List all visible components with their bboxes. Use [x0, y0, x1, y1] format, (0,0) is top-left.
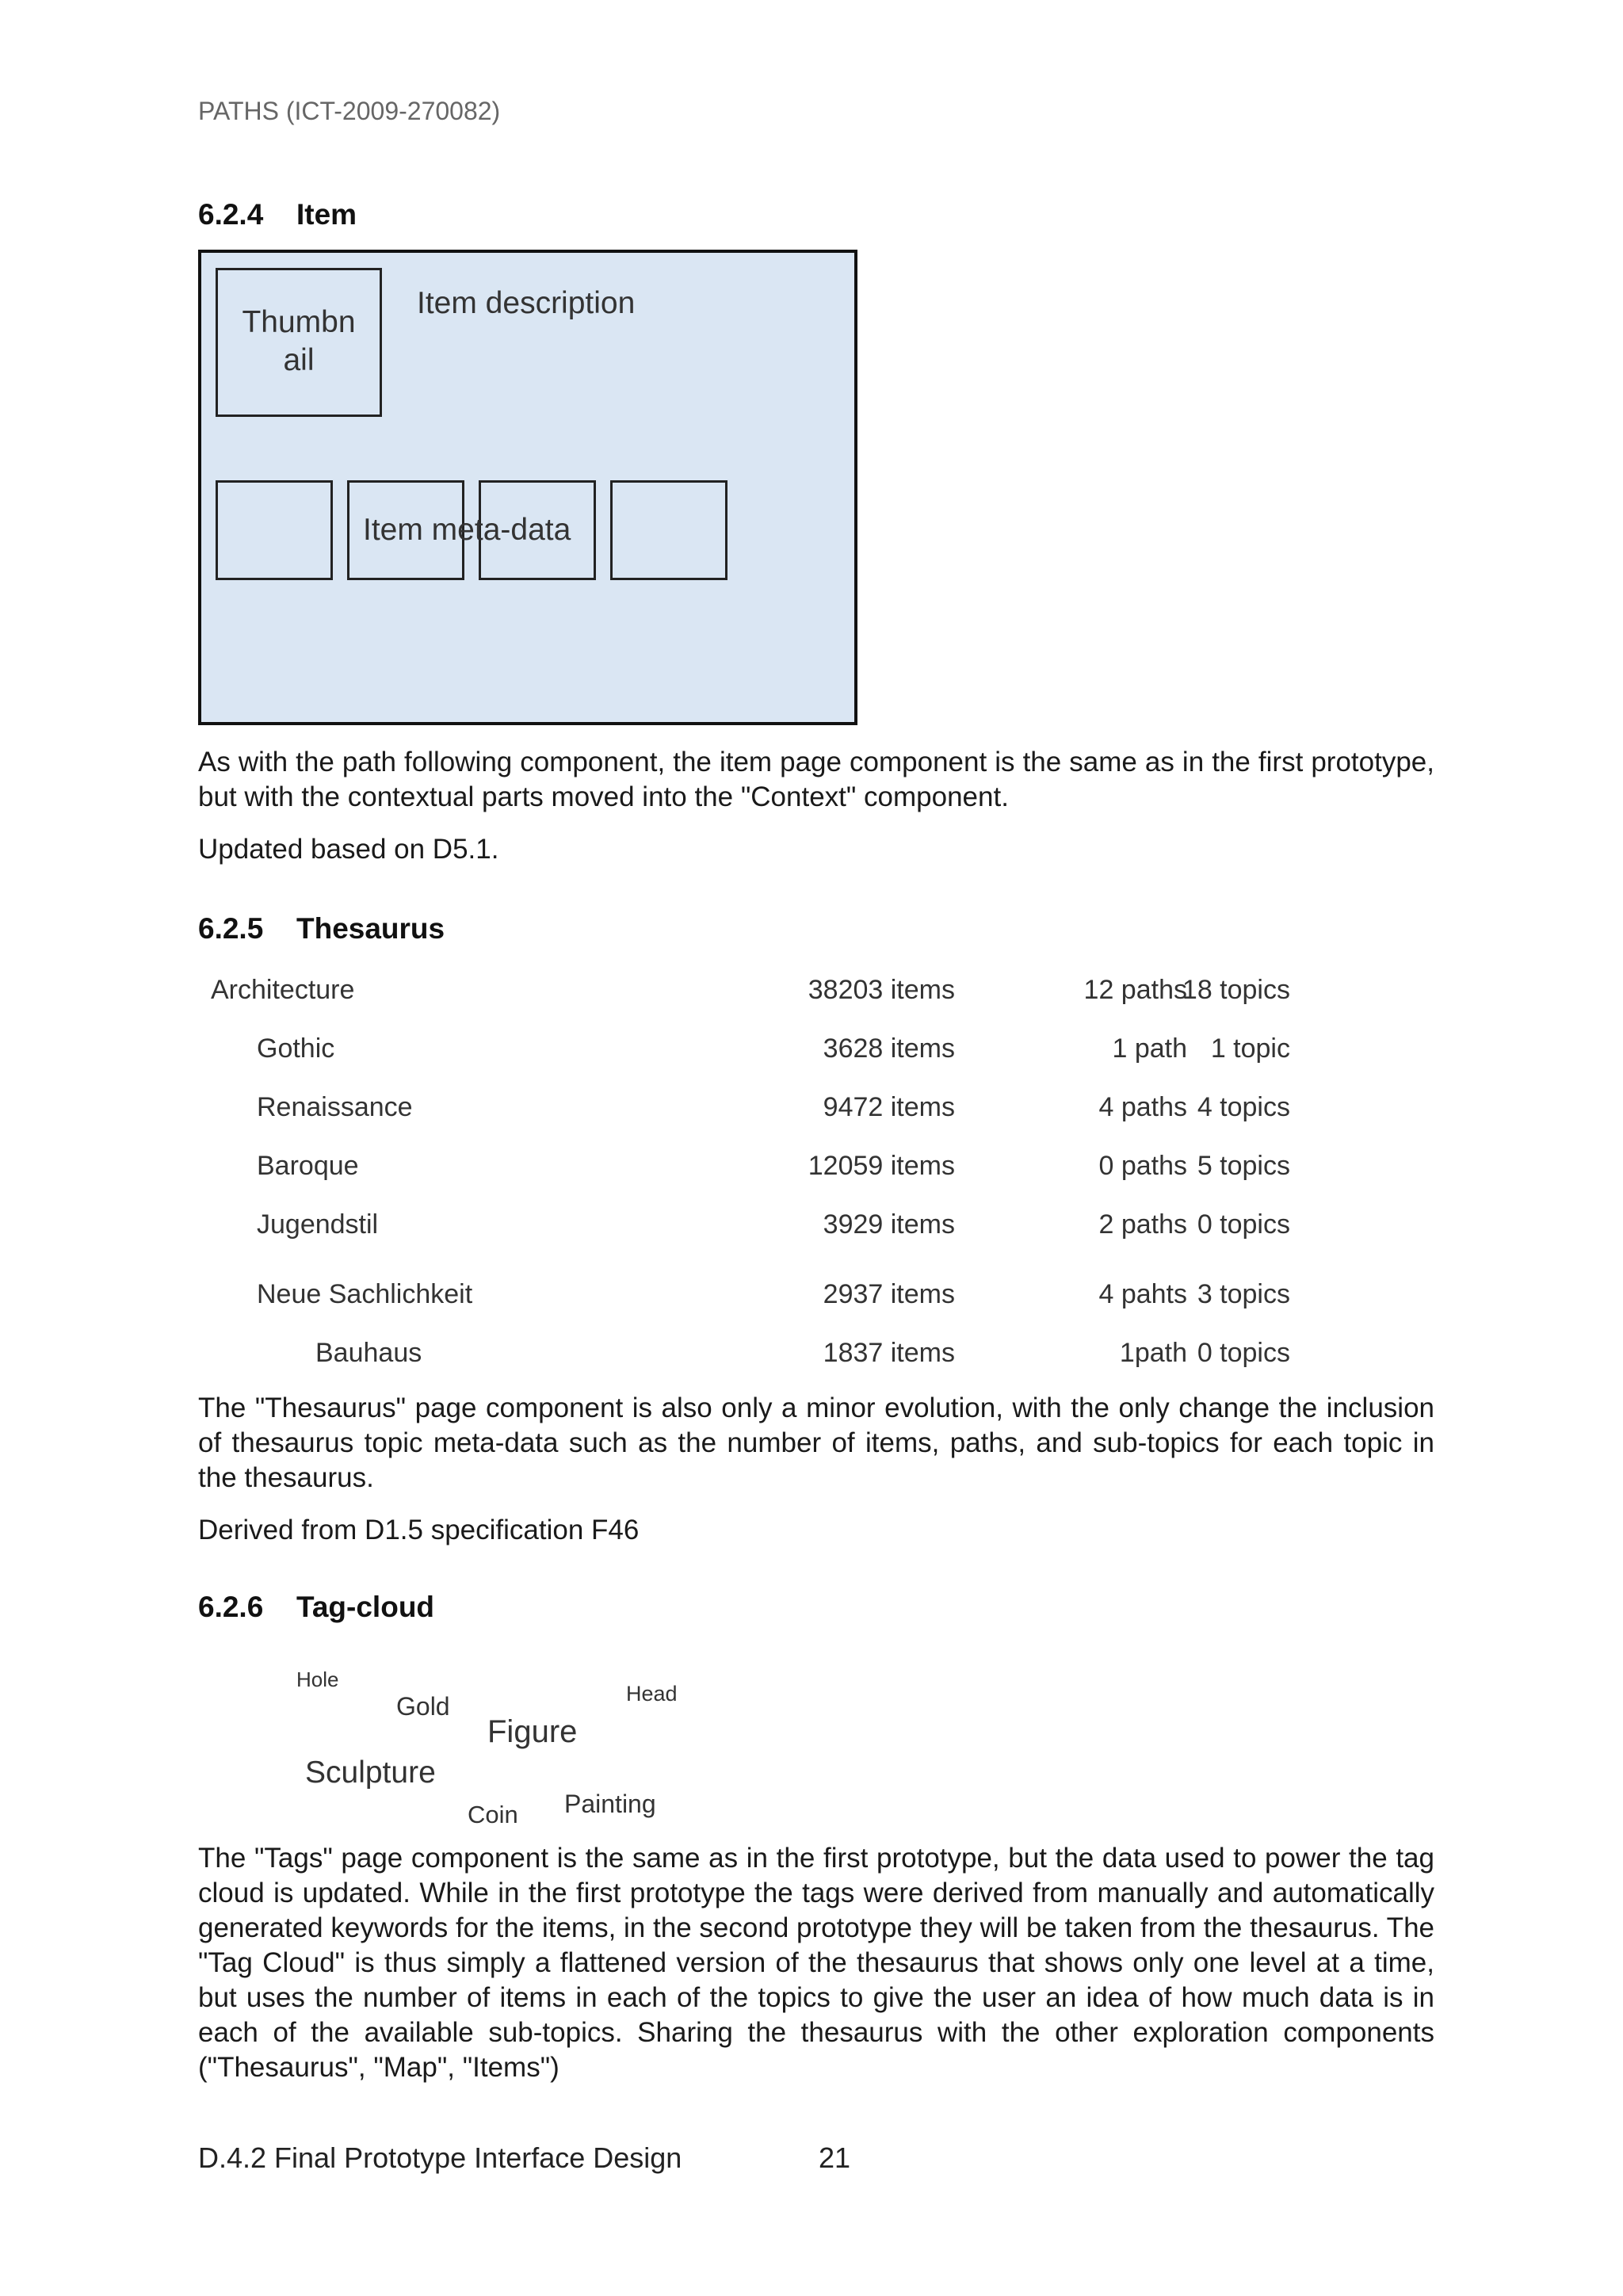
topic-count: 18 topics [1182, 975, 1290, 1005]
thesaurus-note: Derived from D1.5 specification F46 [198, 1515, 640, 1545]
footer-title: D.4.2 Final Prototype Interface Design [198, 2141, 682, 2174]
topic-name: Gothic [257, 1033, 335, 1064]
thumbnail-box [216, 268, 382, 417]
section-number: 6.2.6 [198, 1591, 264, 1623]
item-count: 12059 items [808, 1151, 955, 1181]
thumbnail-label-line2: ail [283, 343, 315, 377]
path-count: 0 paths [1098, 1151, 1187, 1181]
path-count: 4 paths [1098, 1092, 1187, 1122]
topic-name: Architecture [211, 975, 355, 1005]
path-count: 12 paths [1083, 975, 1187, 1005]
tag-gold[interactable]: Gold [396, 1692, 450, 1721]
section-title: Item [296, 198, 357, 231]
thesaurus-row[interactable] [198, 1338, 1308, 1373]
path-count: 1path [1119, 1338, 1187, 1368]
item-count: 9472 items [823, 1092, 955, 1122]
path-count: 2 paths [1098, 1209, 1187, 1240]
tag-coin[interactable]: Coin [468, 1801, 518, 1828]
thesaurus-row[interactable] [198, 1279, 1308, 1314]
item-note: Updated based on D5.1. [198, 834, 499, 865]
topic-name: Baroque [257, 1151, 359, 1181]
section-number: 6.2.5 [198, 912, 264, 945]
topic-count: 0 topics [1197, 1209, 1290, 1240]
topic-name: Renaissance [257, 1092, 413, 1122]
thumbnail-label-line1: Thumbn [242, 305, 356, 339]
topic-count: 5 topics [1197, 1151, 1290, 1181]
metadata-box [216, 480, 333, 580]
tag-hole[interactable]: Hole [296, 1668, 339, 1691]
section-number: 6.2.4 [198, 198, 264, 231]
tag-painting[interactable]: Painting [564, 1790, 656, 1818]
thesaurus-row[interactable] [198, 1209, 1308, 1244]
thesaurus-row[interactable] [198, 1151, 1308, 1186]
topic-name: Neue Sachlichkeit [257, 1279, 473, 1309]
section-title: Tag-cloud [296, 1591, 435, 1623]
item-metadata-label: Item meta-data [363, 513, 571, 547]
topic-name: Bauhaus [315, 1338, 422, 1368]
metadata-box [610, 480, 727, 580]
item-count: 3628 items [823, 1033, 955, 1064]
item-count: 3929 items [823, 1209, 955, 1240]
section-heading-item [198, 198, 357, 231]
section-title: Thesaurus [296, 912, 445, 945]
item-description-label: Item description [417, 286, 636, 320]
tagcloud-paragraph: The "Tags" page component is the same as in the first prototype, but the data used to power the tag cloud is updated. While in the first prototype the tags were derived from manually and automatically generated keywords for the items, in the second prototype they will be taken from the thesaurus. The "Tag Cloud" is thus simply a flattened version of the thesaurus that shows only one level at a time, but uses the number of items in each of the topics to give the user an idea of how much data is in each of the available sub-topics. Sharing the thesaurus with the other exploration components ("Thesaurus", "Map", "Items") [198, 1843, 1434, 2083]
thesaurus-row[interactable] [198, 1033, 1308, 1068]
thesaurus-row[interactable] [198, 1092, 1308, 1127]
item-component-mockup [198, 250, 857, 725]
section-heading-thesaurus [198, 912, 445, 946]
item-count: 1837 items [823, 1338, 955, 1368]
tag-figure[interactable]: Figure [487, 1714, 578, 1749]
path-count: 4 pahts [1098, 1279, 1187, 1309]
item-count: 38203 items [808, 975, 955, 1005]
tag-sculpture[interactable]: Sculpture [305, 1755, 436, 1790]
thesaurus-paragraph: The "Thesaurus" page component is also only a minor evolution, with the only change the inclusion of thesaurus topic meta-data such as the number of items, paths, and sub-topics for each topic in the thesaurus. [198, 1392, 1434, 1493]
topic-count: 0 topics [1197, 1338, 1290, 1368]
path-count: 1 path [1112, 1033, 1187, 1064]
running-header: PATHS (ICT-2009-270082) [198, 97, 501, 125]
tag-head[interactable]: Head [626, 1682, 678, 1706]
page-number: 21 [819, 2141, 851, 2174]
topic-name: Jugendstil [257, 1209, 379, 1240]
section-heading-tagcloud [198, 1591, 434, 1624]
item-count: 2937 items [823, 1279, 955, 1309]
thesaurus-row[interactable] [198, 975, 1308, 1010]
topic-count: 1 topic [1210, 1033, 1290, 1064]
topic-count: 3 topics [1197, 1279, 1290, 1309]
item-paragraph: As with the path following component, the item page component is the same as in the first prototype, but with the contextual parts moved into the "Context" component. [198, 747, 1434, 812]
topic-count: 4 topics [1197, 1092, 1290, 1122]
